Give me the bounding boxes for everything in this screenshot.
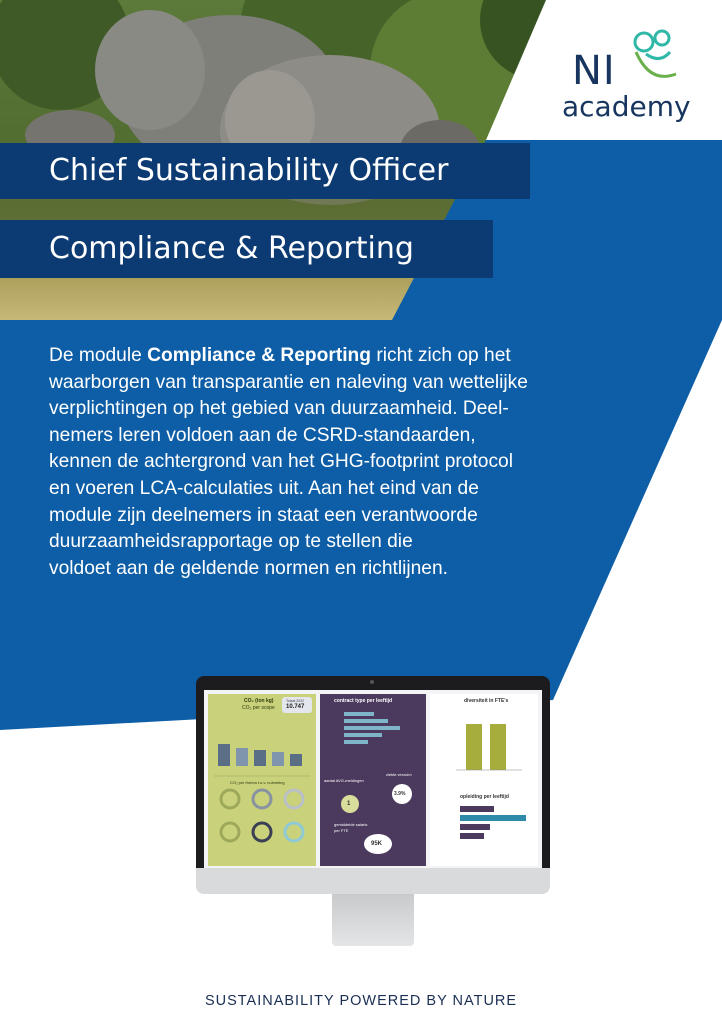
ni-academy-logo xyxy=(540,18,710,130)
intro-bold: Compliance & Reporting xyxy=(147,345,371,366)
intro-text: kennen de achtergrond van het GHG-footprint protocol xyxy=(49,451,513,473)
intro-text: richt zich op het xyxy=(371,345,511,366)
logo-word: academy xyxy=(562,90,691,123)
opleiding-title: opleiding per leeftijd xyxy=(460,794,509,800)
avg-label: aantal AVG-meldingen xyxy=(324,778,364,783)
monitor-chin xyxy=(196,868,550,894)
co2-thema-title: CO₂ per thema t.o.v. nulmeting xyxy=(230,780,285,785)
intro-text: en voeren LCA-calculaties uit. Aan het eind van de xyxy=(49,477,479,499)
co2-total-label: Totaal 2022 xyxy=(286,699,305,703)
dashboard-screen xyxy=(204,690,542,870)
diversity-panel xyxy=(430,694,538,866)
salaris-value: 95K xyxy=(371,841,383,847)
co2-total-value: 10.747 xyxy=(286,704,305,710)
hr-panel xyxy=(320,694,426,866)
ziekte-label: ziekte verzuim xyxy=(386,772,412,777)
ziekte-value: 3.9% xyxy=(394,791,406,797)
salaris-label: gemiddelde salaris per FTE xyxy=(334,822,368,833)
diversity-charts xyxy=(430,694,538,866)
tagline: SUSTAINABILITY POWERED BY NATURE xyxy=(204,993,518,1009)
intro-text: waarborgen van transparantie en naleving van wettelijke xyxy=(49,371,528,393)
intro-paragraph xyxy=(49,343,609,582)
intro-text: voldoet aan de geldende normen en richtlijnen. xyxy=(49,557,448,579)
diversiteit-title: diversiteit in FTE's xyxy=(464,698,509,704)
intro-text: nemers leren voldoen aan de CSRD-standaarden, xyxy=(49,424,476,446)
module-title: Compliance & Reporting xyxy=(0,220,493,278)
intro-text: duurzaamheidsrapportage op te stellen die xyxy=(49,531,413,553)
intro-text: De module xyxy=(49,345,148,366)
owl-icon xyxy=(626,24,686,80)
co2-subtitle: CO₂ per scope xyxy=(242,705,275,711)
avg-value: 1 xyxy=(347,801,351,807)
logo-initials: NI xyxy=(572,48,616,94)
monitor-bezel xyxy=(196,676,550,876)
course-title: Chief Sustainability Officer xyxy=(0,143,530,199)
camera-dot xyxy=(370,680,374,684)
co2-panel xyxy=(208,694,316,866)
contract-title: contract type per leeftijd xyxy=(334,698,393,704)
co2-title: CO₂ (ton kg) xyxy=(244,698,274,704)
intro-text: verplichtingen op het gebied van duurzaamheid. Deel- xyxy=(49,398,509,420)
intro-text: module zijn deelnemers in staat een verantwoorde xyxy=(49,504,478,526)
monitor-stand xyxy=(332,894,414,946)
monitor xyxy=(196,676,550,920)
